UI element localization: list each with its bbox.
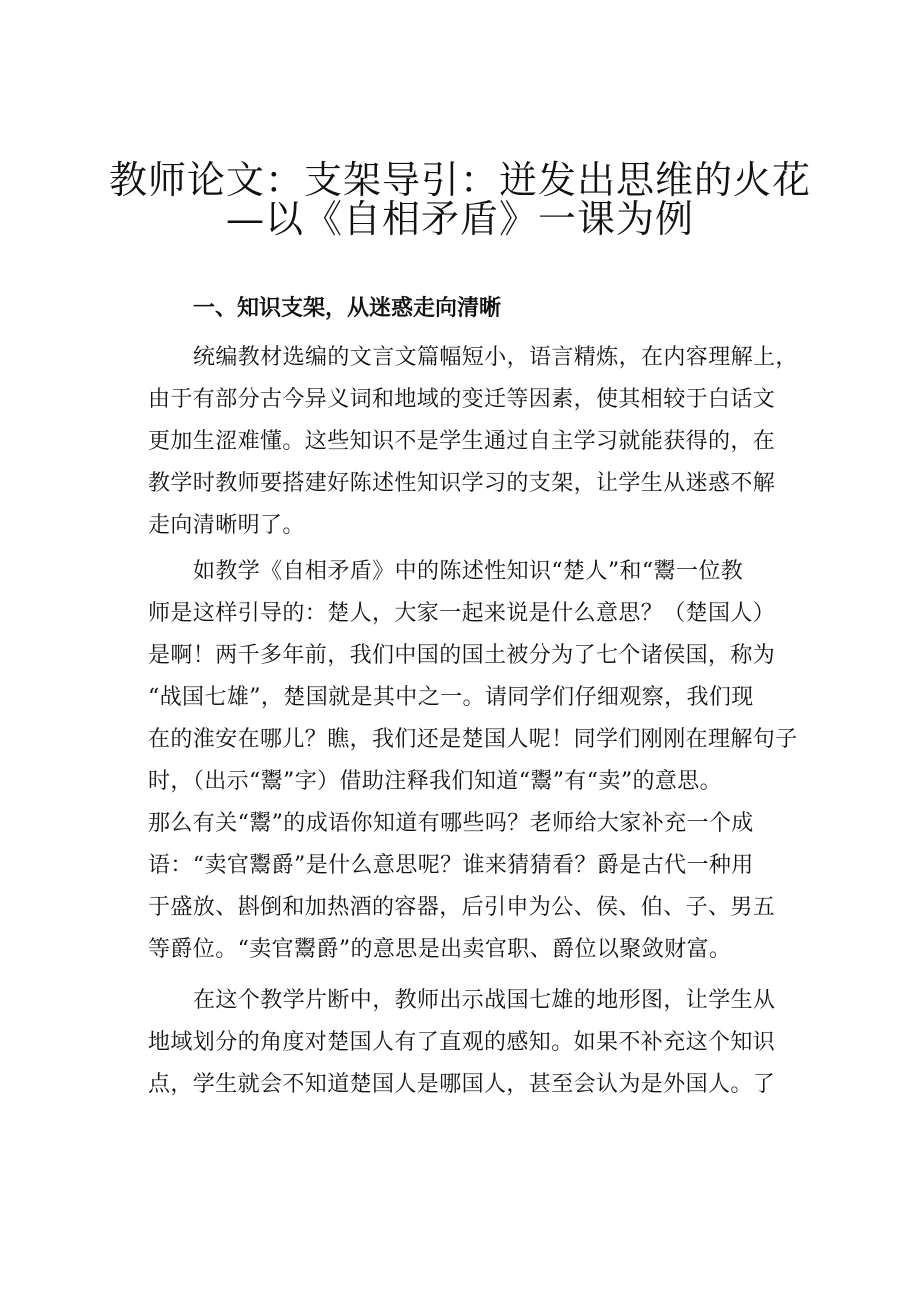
paragraph-3-line-1: 在这个教学片断中，教师出示战国七雄的地形图，让学生从: [193, 988, 776, 1013]
paragraph-3-line-2: 地域划分的角度对楚国人有了直观的感知。如果不补充这个知识: [148, 1030, 776, 1055]
paragraph-2-line-4: “战国七雄”，楚国就是其中之一。请同学们仔细观察，我们现: [148, 685, 754, 710]
paragraph-2-line-9: 于盛放、斟倒和加热酒的容器，后引申为公、侯、伯、子、男五: [148, 895, 776, 920]
paragraph-3-line-3: 点，学生就会不知道楚国人是哪国人，甚至会认为是外国人。了: [148, 1072, 776, 1097]
document-title-line-1: 教师论文：支架导引：迸发出思维的火花: [108, 158, 811, 202]
section-heading: 一、知识支架，从迷惑走向清晰: [193, 296, 502, 321]
paragraph-1-line-5: 走向清晰明了。: [148, 513, 305, 538]
paragraph-2-line-8: 语：“卖官鬻爵”是什么意思呢？谁来猜猜看？爵是古代一种用: [148, 853, 754, 878]
paragraph-1-line-2: 由于有部分古今异义词和地域的变迁等因素，使其相较于白话文: [148, 387, 776, 412]
paragraph-2-line-10: 等爵位。“卖官鬻爵”的意思是出卖官职、爵位以聚敛财富。: [148, 937, 732, 962]
paragraph-1-line-1: 统编教材选编的文言文篇幅短小，语言精炼，在内容理解上，: [193, 345, 798, 370]
paragraph-2-line-1: 如教学《自相矛盾》中的陈述性知识“楚人”和“鬻一位教: [193, 559, 744, 584]
document-title-line-2: —以《自相矛盾》一课为例: [225, 197, 694, 241]
paragraph-2-line-5: 在的淮安在哪儿？瞧，我们还是楚国人呢！同学们刚刚在理解句子: [148, 727, 798, 752]
paragraph-2-line-3: 是啊！两千多年前，我们中国的国土被分为了七个诸侯国，称为: [148, 643, 776, 668]
paragraph-2-line-7: 那么有关“鬻”的成语你知道有哪些吗？老师给大家补充一个成: [148, 811, 754, 836]
paragraph-2-line-2: 师是这样引导的：楚人，大家一起来说是什么意思？（楚国人）: [148, 601, 776, 626]
paragraph-1-line-3: 更加生涩难懂。这些知识不是学生通过自主学习就能获得的，在: [148, 429, 776, 454]
paragraph-1-line-4: 教学时教师要搭建好陈述性知识学习的支架，让学生从迷惑不解: [148, 471, 776, 496]
paragraph-2-line-6: 时，（出示“鬻”字）借助注释我们知道“鬻”有“卖”的意思。: [148, 769, 723, 794]
